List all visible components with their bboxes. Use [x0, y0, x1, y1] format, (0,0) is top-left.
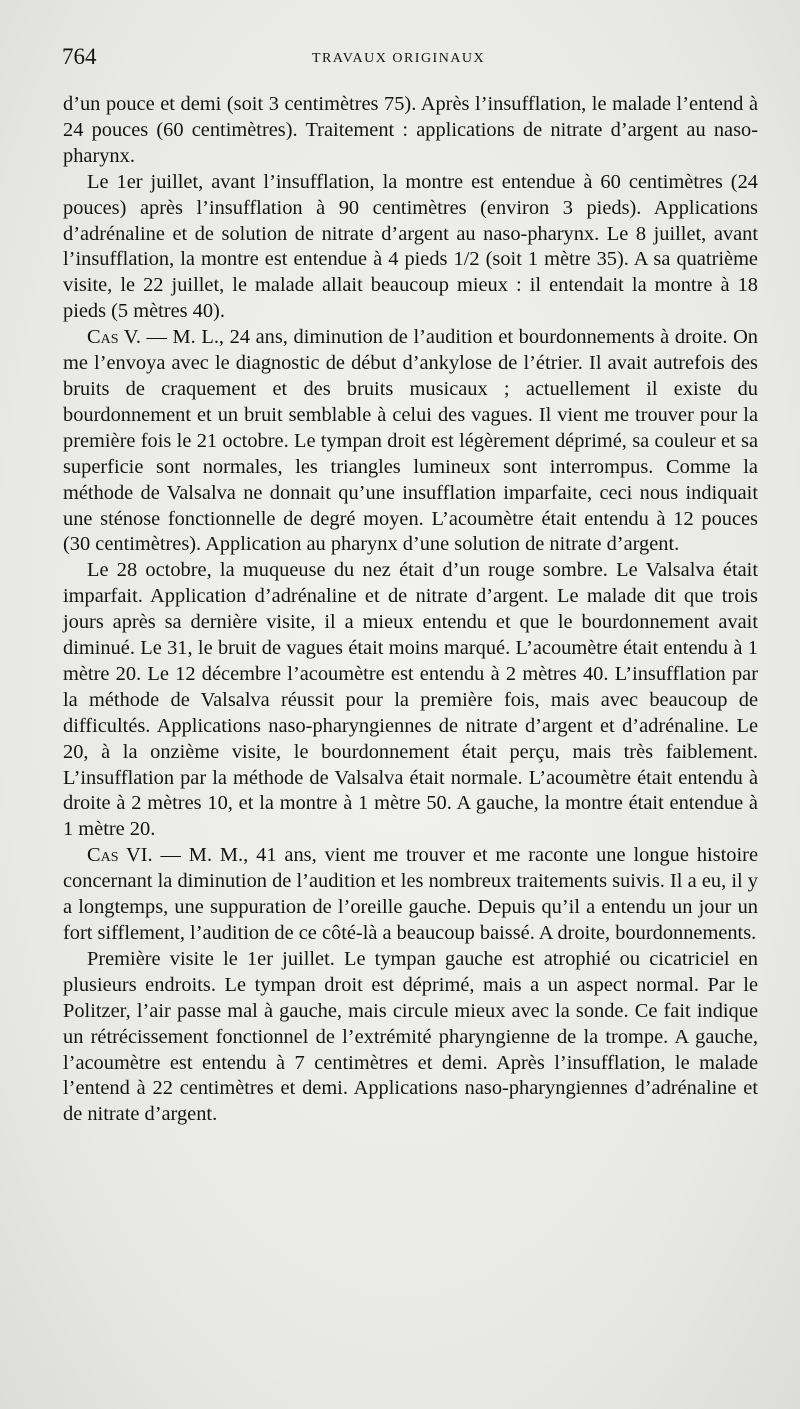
page-header — [62, 44, 752, 76]
paragraph — [63, 558, 758, 843]
paragraph-text: — M. L., 24 ans, diminution de l’audition et bourdonnements à droite. On me l’envoya avec le diagnostic de début d’ankylose de l’étrier. Il avait autrefois des bruits de craquement et des bruits musicaux ; actuellement il existe du bourdonnement et un bruit semblable à celui des vagues. Il vient me trouver pour la première fois le 21 octobre. Le tympan droit est légèrement déprimé, sa couleur et sa superficie sont normales, les triangles lumineux sont interrompus. Comme la méthode de Valsalva ne donnait qu’une insufflation imparfaite, ceci nous indiquait une sténose fonctionnelle de degré moyen. L’acoumètre était entendu à 12 pouces (30 centimètres). Application au pharynx d’une solution de nitrate d’argent. — [63, 326, 759, 556]
case-heading: Cas V. — [87, 326, 141, 349]
case-heading: Cas VI. — [87, 844, 153, 867]
running-title: TRAVAUX ORIGINAUX — [312, 51, 486, 66]
paragraph-text: Le 1er juillet, avant l’insufflation, la montre est entendue à 60 centimètres (24 pouces) après l’insufflation à 90 centimètres (environ 3 pieds). Applications d’adrénaline et de solution de nitrate d’argent au naso-pharynx. Le 8 juillet, avant l’insufflation, la montre est entendue à 4 pieds 1/2 (soit 1 mètre 35). A sa quatrième visite, le 22 juillet, le malade allait beaucoup mieux : il entendait la montre à 18 pieds (5 mètres 40). — [63, 170, 758, 323]
paragraph-case-6 — [63, 843, 758, 947]
paragraph-case-5 — [63, 325, 758, 558]
paragraph — [63, 947, 758, 1128]
paragraph-text: Première visite le 1er juillet. Le tympan gauche est atrophié ou cicatriciel en plusieurs endroits. Le tympan droit est déprimé, mais a un aspect normal. Par le Politzer, l’air passe mal à gauche, mais circule mieux avec la sonde. Ce fait indique un rétrécissement fonctionnel de l’extrémité pharyngienne de la trompe. A gauche, l’acoumètre est entendu à 7 centimètres et demi. Après l’insufflation, le malade l’entend à 22 centimètres et demi. Applications naso-pharyngiennes d’adrénaline et de nitrate d’argent. — [63, 947, 758, 1126]
paragraph — [63, 92, 758, 170]
page-number: 764 — [62, 44, 97, 69]
body-text — [63, 92, 758, 1128]
paragraph-text: — M. M., 41 ans, vient me trouver et me raconte une longue histoire concernant la diminution de l’audition et les nombreux traitements suivis. Il a eu, il y a longtemps, une suppuration de l’oreille gauche. Depuis qu’il a entendu un jour un fort sifflement, l’audition de ce côté-là a beaucoup baissé. A droite, bourdonnements. — [63, 844, 758, 944]
paragraph-text: Le 28 octobre, la muqueuse du nez était d’un rouge sombre. Le Valsalva était imparfait. Application d’adrénaline et de nitrate d’argent. Le malade dit que trois jours après sa dernière visite, il a mieux entendu et que le bourdonnement avait diminué. Le 31, le bruit de vagues était moins marqué. L’acoumètre était entendu à 1 mètre 20. Le 12 décembre l’acoumètre est entendu à 2 mètres 40. L’insufflation par la méthode de Valsalva réussit pour la première fois, mais avec beaucoup de difficultés. Applications naso-pharyngiennes de nitrate d’argent et d’adrénaline. Le 20, à la onzième visite, le bourdonnement était perçu, mais très faiblement. L’insufflation par la méthode de Valsalva était normale. L’acoumètre était entendu à droite à 2 mètres 10, et la montre à 1 mètre 50. A gauche, la montre était entendue à 1 mètre 20. — [63, 559, 758, 841]
paragraph — [63, 170, 758, 325]
paragraph-text: d’un pouce et demi (soit 3 centimètres 75). Après l’insufflation, le malade l’entend à 24 pouces (60 centimètres). Traitement : applications de nitrate d’argent au naso-pharynx. — [63, 93, 758, 167]
